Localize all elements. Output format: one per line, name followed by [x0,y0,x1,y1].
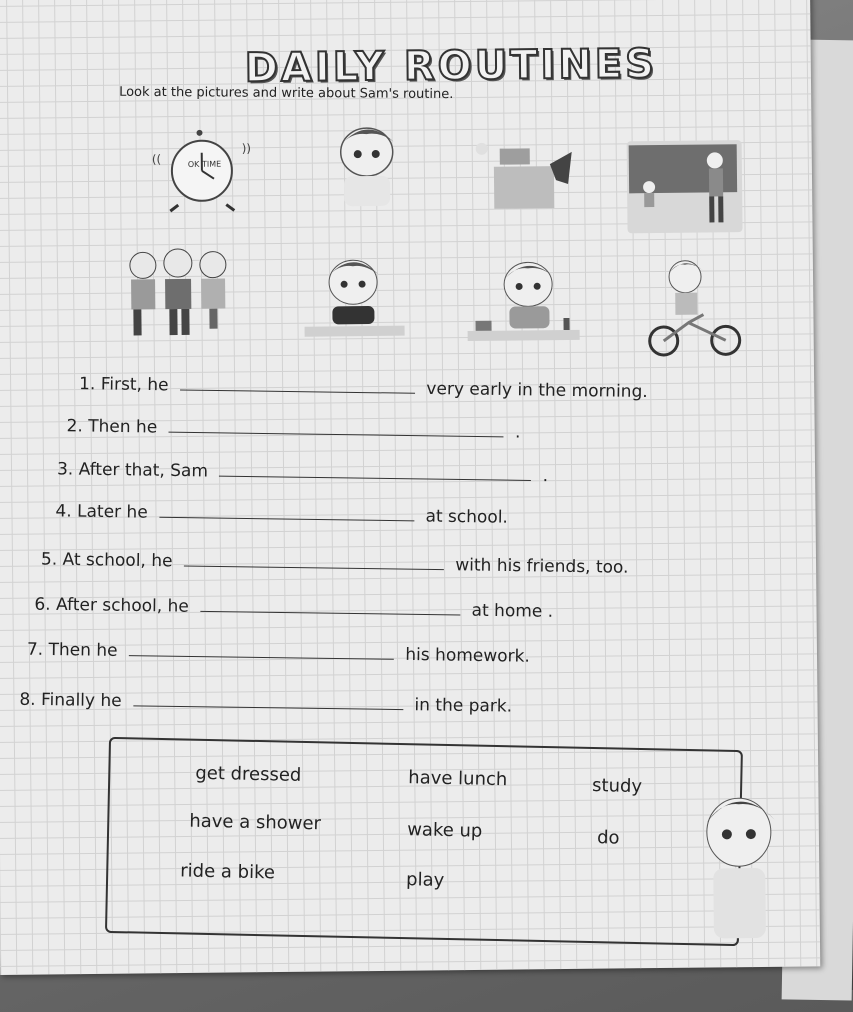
boy-thinking-icon [688,782,790,943]
sentence-text-after: at home . [471,600,554,622]
friends-playing-picture [113,242,244,343]
boy-thinking-picture [688,782,790,943]
answer-blank-2[interactable] [169,432,504,438]
sentence-number: 8. [19,689,36,710]
sentence-2 [66,416,520,442]
sentence-text-after: very early in the morning. [426,378,648,403]
alarm-clock-picture [141,122,262,213]
sentence-number: 1. [78,374,96,395]
answer-blank-8[interactable] [133,705,403,710]
boy-waking-up-icon [321,114,412,210]
sentence-text-before: Later he [76,501,148,523]
sentence-text-after: his homework. [405,644,530,667]
sentence-text-after: . [542,466,549,487]
sentence-number: 2. [66,416,83,437]
answer-blank-6[interactable] [200,611,460,616]
sentence-7 [27,640,530,667]
sentence-6 [34,595,553,622]
sentence-text-before: Then he [48,639,118,661]
sentence-number: 7. [26,639,44,660]
word-bank-item: do [596,827,620,849]
answer-blank-4[interactable] [159,517,414,522]
answer-blank-7[interactable] [129,655,394,660]
worksheet-title: DAILY ROUTINES [244,41,658,92]
answer-blank-5[interactable] [184,565,444,570]
answer-blank-1[interactable] [180,389,415,393]
sentence-number: 4. [55,501,72,522]
sentence-text-after: . [514,422,521,443]
boy-bike-picture [633,252,749,363]
sentence-text-after: in the park. [414,695,513,717]
sentence-number: 5. [40,549,58,570]
word-bank-item: ride a bike [180,860,276,884]
clock-text: OK TIME [187,159,222,169]
sentence-3 [57,459,548,486]
sentence-number: 6. [34,594,51,615]
breakfast-table-icon [472,134,593,215]
sentence-8 [19,690,512,717]
word-bank-item: have lunch [408,767,508,791]
sentence-text-after: with his friends, too. [455,555,629,578]
word-bank-item: get dressed [195,762,302,786]
sentence-1 [79,374,648,402]
sentence-text-before: After school, he [55,594,189,617]
sentence-text-before: Then he [88,416,158,438]
classroom-picture [627,140,743,233]
boy-eating-icon [298,248,409,344]
worksheet-instruction: Look at the pictures and write about Sam's routine. [119,84,454,103]
word-bank-item: play [405,869,445,891]
word-bank-item: have a shower [189,810,322,835]
friends-icon [113,242,244,343]
sentence-text-before: First, he [100,374,169,396]
word-bank [105,737,743,946]
sentence-text-before: After that, Sam [78,459,209,482]
word-bank-item: study [591,775,643,798]
sentence-text-after: at school. [425,506,509,528]
boy-waking-up-picture [321,114,412,210]
boy-studying-icon [463,254,584,350]
sentence-5 [41,549,629,577]
svg-text:)): )) [241,141,252,156]
word-bank-item: wake up [406,819,483,842]
teacher-icon [627,140,743,233]
sentence-text-before: Finally he [40,690,122,712]
answer-blank-3[interactable] [219,476,531,481]
svg-text:((: (( [151,152,162,167]
breakfast-table-picture [472,134,593,215]
sentence-text-before: At school, he [62,549,173,572]
boy-studying-picture [463,254,584,350]
boy-lunch-picture [298,248,409,344]
sentence-4 [55,501,508,527]
alarm-clock-icon [141,122,262,213]
sentence-number: 3. [56,459,74,480]
bike-icon [633,252,749,363]
